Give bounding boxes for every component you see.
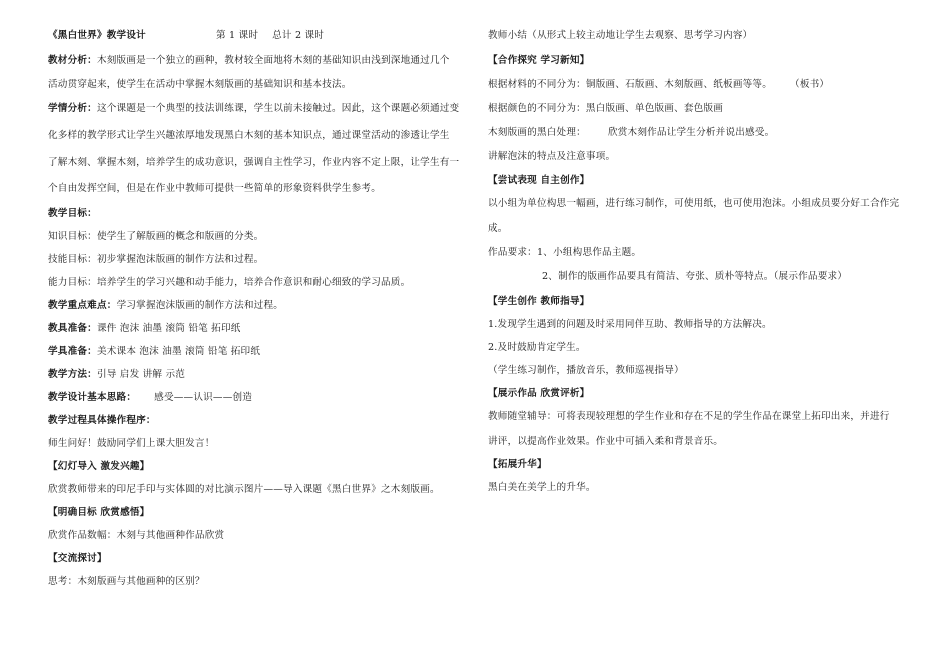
key-points-label: 教学重点难点： [48, 300, 117, 311]
section-try-heading: 【尝试表现 自主创作】 [488, 175, 590, 186]
student-analysis-line-3: 了解木刻、掌握木刻，培养学生的成功意识，强调自主性学习，作业内容不定上限，让学生有一 [48, 157, 460, 168]
goal-skill: 技能目标：初步掌握泡沫版画的制作方法和过程。 [48, 254, 264, 265]
bw-processing: 木刻版画的黑白处理： 欣赏木刻作品让学生分析并说出感受。 [488, 127, 775, 138]
goals-heading: 教学目标： [48, 208, 97, 219]
student-analysis-label: 学情分析： [48, 103, 97, 114]
guidance-1: 1.发现学生遇到的问题及时采用同伴互助、教师指导的方法解决。 [488, 319, 772, 330]
section-explore-heading: 【合作探究 学习新知】 [488, 55, 590, 66]
teacher-prep: 教具准备：课件 泡沫 油墨 滚筒 铅笔 拓印纸 [48, 323, 241, 334]
work-requirement-2: 2、制作的版画作品要具有简洁、夸张、质朴等特点。（展示作品要求） [542, 271, 848, 282]
design-idea-label: 教学设计基本思路： [48, 392, 137, 403]
color-classification: 根据颜色的不同分为：黑白版画、单色版画、套色版画 [488, 103, 724, 114]
design-idea: 教学设计基本思路： 感受——认识——创造 [48, 392, 253, 403]
extend-text: 黑白美在美学上的升华。 [488, 482, 596, 493]
document-title: 《黑白世界》教学设计 [48, 30, 146, 41]
teacher-summary: 教师小结（从形式上较主动地让学生去观察、思考学习内容） [488, 30, 753, 41]
guidance-3: （学生练习制作，播放音乐，教师巡视指导） [488, 365, 684, 376]
section-discuss-heading: 【交流探讨】 [48, 553, 107, 564]
teacher-prep-label: 教具准备： [48, 323, 97, 334]
student-analysis-line-1: 学情分析：这个课题是一个典型的技法训练课，学生以前未接触过。因此，这个课题必须通过变 [48, 103, 460, 114]
work-requirement-1: 作品要求：1、小组构思作品主题。 [488, 247, 642, 258]
section-extend-heading: 【拓展升华】 [488, 459, 547, 470]
teaching-method: 教学方法：引导 启发 讲解 示范 [48, 369, 186, 380]
student-prep-label: 学具准备： [48, 346, 97, 357]
section-show-heading: 【展示作品 欣赏评析】 [488, 388, 590, 399]
teaching-method-label: 教学方法： [48, 369, 97, 380]
analysis-line-1: 教材分析：木刻版画是一个独立的画种，教材较全面地将木刻的基础知识由浅到深地通过几个 [48, 55, 450, 66]
section-discuss-text: 思考：木刻版画与其他画种的区别？ [48, 576, 205, 587]
show-line-2: 讲评，以提高作业效果。作业中可插入柔和背景音乐。 [488, 436, 724, 447]
lesson-total: 总计 2 课时 [272, 30, 325, 41]
board-note: （板书） [790, 79, 830, 90]
guidance-2: 2.及时鼓励肯定学生。 [488, 342, 586, 353]
section-create-heading: 【学生创作 教师指导】 [488, 296, 590, 307]
section-goals-heading: 【明确目标 欣赏感悟】 [48, 507, 150, 518]
goal-knowledge: 知识目标：使学生了解版画的概念和版画的分类。 [48, 231, 264, 242]
lesson-number: 第 1 课时 [215, 30, 259, 41]
group-task-line-2: 成。 [488, 223, 508, 234]
section-intro-heading: 【幻灯导入 激发兴趣】 [48, 461, 150, 472]
student-analysis-line-4: 个自由发挥空间，但是在作业中教师可提供一些简单的形象资料供学生参考。 [48, 183, 381, 194]
student-analysis-line-2: 化多样的教学形式让学生兴趣浓厚地发现黑白木刻的基本知识点，通过课堂活动的渗透让学生 [48, 130, 450, 141]
material-classification: 根据材料的不同分为：铜版画、石版画、木刻版画、纸板画等等。 （板书） [488, 79, 830, 90]
foam-explanation: 讲解泡沫的特点及注意事项。 [488, 151, 616, 162]
process-heading: 教学过程具体操作程序： [48, 415, 156, 426]
group-task-line-1: 以小组为单位构思一幅画，进行练习制作，可使用纸，也可使用泡沫。小组成员要分好工合作完 [488, 198, 900, 209]
goal-ability: 能力目标：培养学生的学习兴趣和动手能力，培养合作意识和耐心细致的学习品质。 [48, 277, 411, 288]
document-header [48, 30, 324, 42]
show-line-1: 教师随堂辅导：可将表现较理想的学生作业和存在不足的学生作品在课堂上拓印出来，并进行 [488, 411, 890, 422]
analysis-label: 教材分析： [48, 55, 97, 66]
key-points: 教学重点难点：学习掌握泡沫版画的制作方法和过程。 [48, 300, 284, 311]
analysis-line-2: 活动贯穿起来，使学生在活动中掌握木刻版画的基础知识和基本技法。 [48, 79, 352, 90]
student-prep: 学具准备：美术课本 泡沫 油墨 滚筒 铅笔 拓印纸 [48, 346, 261, 357]
greeting: 师生问好！鼓励同学们上课大胆发言！ [48, 438, 215, 449]
section-goals-text: 欣赏作品数幅：木刻与其他画种作品欣赏 [48, 530, 225, 541]
section-intro-text: 欣赏教师带来的印尼手印与实体圆的对比演示图片——导入课题《黑白世界》之木刻版画。 [48, 484, 440, 495]
